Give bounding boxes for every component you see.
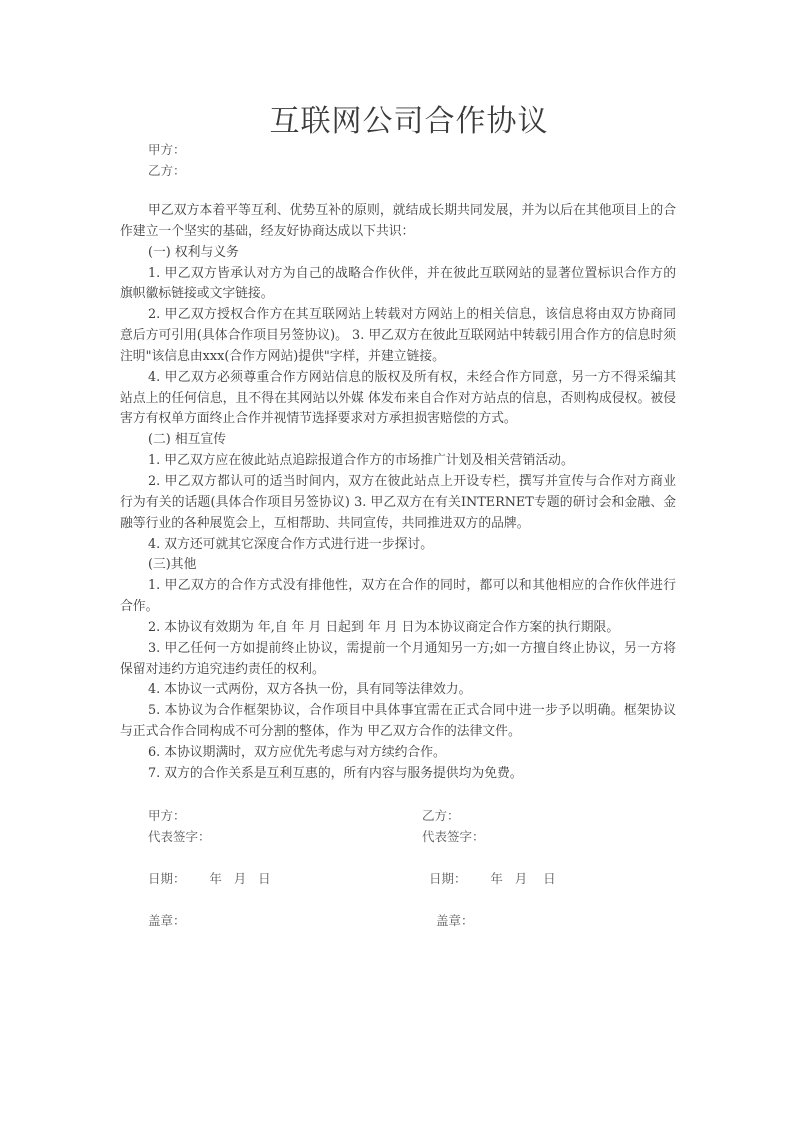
clause-1-1: 1. 甲乙双方皆承认对方为自己的战略合作伙伴，并在彼此互联网站的显著位置标识合作方的旗帜徽标链接或文字链接。 <box>120 265 676 302</box>
sig-party-a-rep-sign: 代表签字： <box>148 829 211 844</box>
clause-3-3: 3. 甲乙任何一方如提前终止协议，需提前一个月通知另一方;如一方擅自终止协议，另一方将保留对违约方追究违约责任的权利。 <box>120 640 676 677</box>
clause-3-1: 1. 甲乙双方的合作方式没有排他性，双方在合作的同时，都可以和其他相应的合作伙伴进行合作。 <box>120 578 676 615</box>
sig-party-a-label: 甲方： <box>148 808 186 823</box>
party-a-label: 甲方： <box>148 142 186 157</box>
section-heading-rights: (一) 权利与义务 <box>148 244 239 260</box>
clause-3-7: 7. 双方的合作关系是互利互惠的，所有内容与服务提供均为免费。 <box>148 765 523 781</box>
section-heading-promotion: (二) 相互宣传 <box>148 432 227 448</box>
clause-3-6: 6. 本协议期满时，双方应优先考虑与对方续约合作。 <box>148 744 446 760</box>
party-b-label: 乙方： <box>148 163 186 178</box>
clause-3-5: 5. 本协议为合作框架协议，合作项目中具体事宜需在正式合同中进一步予以明确。框架协议与正式合作合同构成不可分割的整体，作为 甲乙双方合作的法律文件。 <box>120 703 676 740</box>
sig-party-a-date: 日期： 年 月 日 <box>148 871 271 886</box>
sig-party-b-label: 乙方： <box>422 808 460 823</box>
section-heading-other: (三)其他 <box>148 557 197 573</box>
clause-1-2-3: 2. 甲乙双方授权合作方在其互联网站上转载对方网站上的相关信息，该信息将由双方协商同意后方可引用(具体合作项目另签协议)。 3. 甲乙双方在彼此互联网站中转载引用合作方的信息时须注明"该信息由xxx(合作方网站)提供"字样，并建立链接。 <box>120 307 676 364</box>
agreement-body <box>120 201 676 785</box>
clause-3-4: 4. 本协议一式两份，双方各执一份，具有同等法律效力。 <box>148 682 472 698</box>
sig-party-b-seal: 盖章： <box>436 913 474 928</box>
sig-party-a-seal: 盖章： <box>148 913 186 928</box>
sig-party-b-date: 日期： 年 月 日 <box>429 871 556 886</box>
clause-1-4: 4. 甲乙双方必须尊重合作方网站信息的版权及所有权，未经合作方同意，另一方不得采编其站点上的任何信息，且不得在其网站以外媒 体发布来自合作对方站点的信息，否则构成侵权。被侵害方有权单方面终止合作并视情节选择要求对方承担损害赔偿的方式。 <box>120 369 676 427</box>
clause-3-2: 2. 本协议有效期为 年,自 年 月 日起到 年 月 日为本协议商定合作方案的执行期限。 <box>148 619 620 635</box>
sig-party-b-rep-sign: 代表签字： <box>422 829 485 844</box>
document-title: 互联网公司合作协议 <box>269 104 549 139</box>
preamble: 甲乙双方本着平等互利、优势互补的原则，就结成长期共同发展，并为以后在其他项目上的合作建立一个坚实的基础，经友好协商达成以下共识： <box>120 203 676 239</box>
clause-2-1: 1. 甲乙双方应在彼此站点追踪报道合作方的市场推广计划及相关营销活动。 <box>148 453 574 469</box>
clause-2-4: 4. 双方还可就其它深度合作方式进行进一步探讨。 <box>148 536 434 552</box>
clause-2-2-3: 2. 甲乙双方都认可的适当时间内，双方在彼此站点上开设专栏，撰写并宣传与合作对方商业行为有关的话题(具体合作项目另签协议) 3. 甲乙双方在有关INTERNET专题的研讨会和金融、金融等行业的各种展览会上，互相帮助、共同宣传，共同推进双方的品牌。 <box>120 473 676 531</box>
